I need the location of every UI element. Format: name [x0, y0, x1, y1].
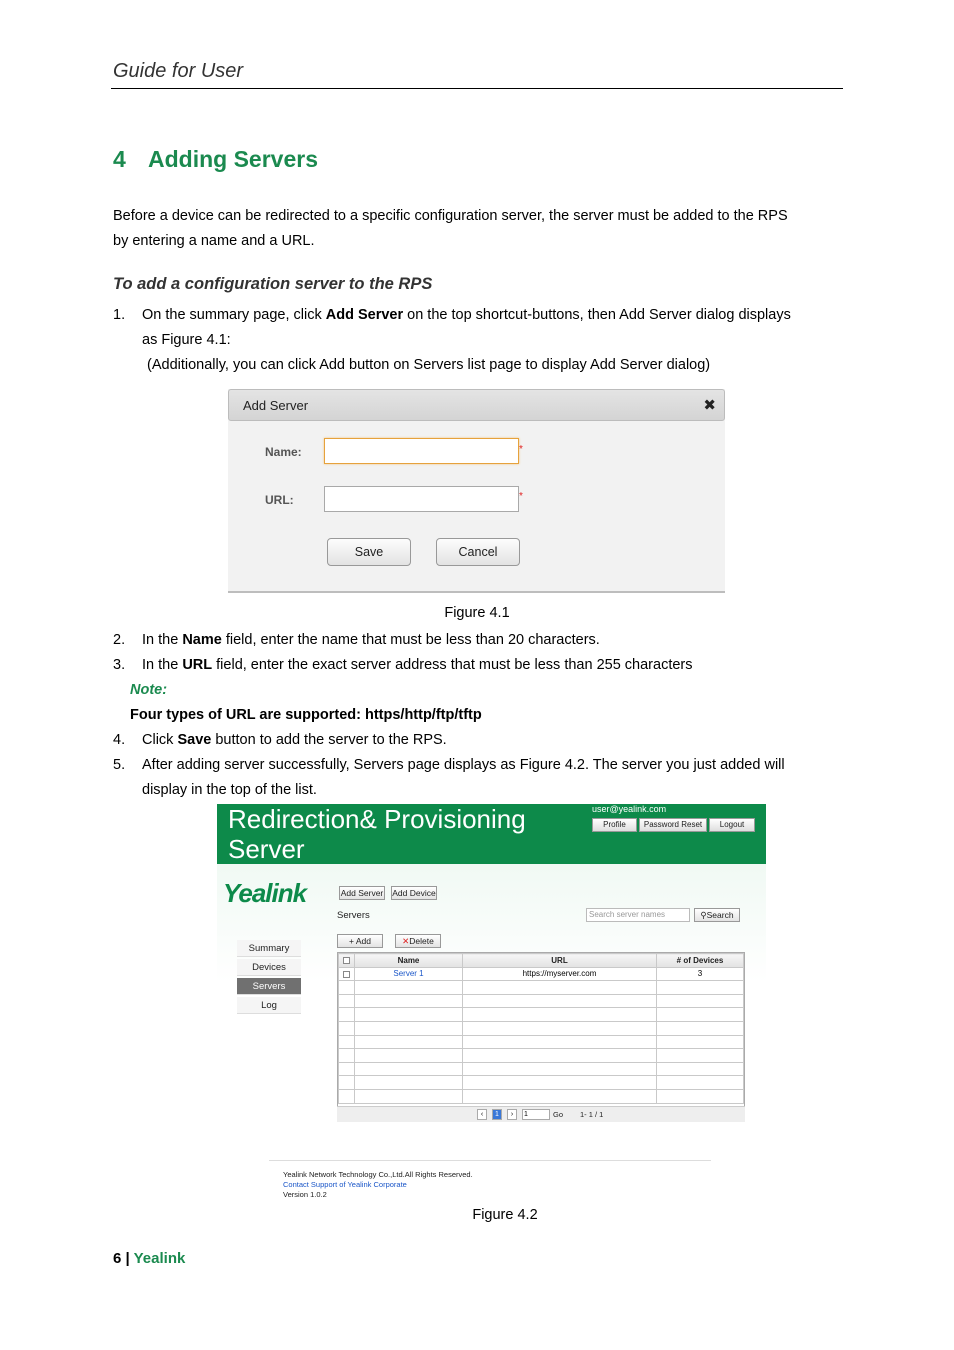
step-bold: Name — [182, 632, 222, 648]
required-mark: * — [519, 444, 523, 455]
footer-brand: Yealink — [133, 1250, 186, 1267]
figure-4-2-caption: Figure 4.2 — [472, 1207, 538, 1223]
nav-item-summary[interactable]: Summary — [237, 940, 301, 957]
intro-line-2: by entering a name and a URL. — [113, 233, 315, 249]
step-text: In the — [142, 632, 183, 648]
step-1 — [113, 303, 838, 378]
step-number: 2. — [113, 632, 126, 648]
prev-page-icon[interactable]: ‹ — [477, 1109, 487, 1120]
chapter-name: Adding Servers — [148, 146, 318, 172]
step-text: After adding server successfully, Servers page displays as Figure 4.2. The server you just added will — [142, 757, 785, 773]
footer-separator: | — [125, 1250, 130, 1267]
server-name-link[interactable]: Server 1 — [355, 967, 463, 981]
page-number: 6 — [113, 1250, 122, 1267]
search-input[interactable]: Search server names — [586, 908, 690, 922]
step-text: Click — [142, 732, 178, 748]
search-button[interactable] — [694, 908, 740, 922]
note-body: Four types of URL are supported: https/http/ftp/tftp — [130, 707, 482, 723]
step-3 — [113, 653, 838, 678]
app-title-line-1: Redirection& Provisioning — [228, 804, 526, 834]
pagination — [337, 1106, 745, 1122]
dialog-title: Add Server — [243, 398, 309, 413]
note-label: Note: — [130, 682, 168, 698]
search-button-label: Search — [706, 910, 734, 920]
step-text: on the top shortcut-buttons, then Add Server dialog displays — [403, 307, 791, 323]
add-button[interactable] — [337, 934, 383, 948]
row-checkbox-cell[interactable] — [339, 967, 355, 981]
table-row — [339, 1049, 744, 1063]
intro-paragraph — [113, 204, 833, 254]
step-line-2: display in the top of the list. — [142, 782, 317, 798]
step-text: field, enter the exact server address that must be less than 255 characters — [212, 657, 693, 673]
step-text: On the summary page, click — [142, 307, 326, 323]
page-footer — [113, 1250, 185, 1267]
step-text: field, enter the name that must be less than 20 characters. — [221, 632, 600, 648]
intro-line-1: Before a device can be redirected to a specific configuration server, the server must be added to the RPS — [113, 208, 788, 224]
required-mark: * — [519, 491, 523, 502]
current-page[interactable]: 1 — [492, 1109, 502, 1120]
column-header-url[interactable]: URL — [463, 954, 657, 968]
logout-button[interactable]: Logout — [709, 818, 755, 832]
cancel-button[interactable]: Cancel — [436, 538, 520, 566]
delete-button-label: Delete — [409, 936, 434, 946]
chapter-title — [113, 146, 318, 173]
table-header-row — [339, 954, 744, 968]
add-server-shortcut-button[interactable]: Add Server — [340, 888, 384, 898]
table-row — [339, 1062, 744, 1076]
nav-item-devices[interactable]: Devices — [237, 959, 301, 976]
table-row — [339, 1021, 744, 1035]
nav-item-log[interactable]: Log — [237, 997, 301, 1014]
step-number: 4. — [113, 732, 126, 748]
column-header-name[interactable]: Name — [355, 954, 463, 968]
delete-button[interactable] — [395, 934, 441, 948]
profile-button[interactable]: Profile — [592, 818, 637, 832]
procedure-heading: To add a configuration server to the RPS — [113, 275, 433, 293]
header-rule — [111, 88, 843, 89]
footer-rule — [269, 1160, 711, 1161]
page-number-input[interactable]: 1 — [522, 1109, 550, 1120]
step-number: 3. — [113, 657, 126, 673]
running-header: Guide for User — [113, 60, 244, 82]
chapter-number: 4 — [113, 146, 126, 172]
checkbox[interactable] — [343, 957, 350, 964]
table-row — [339, 1008, 744, 1022]
column-header-devices[interactable]: # of Devices — [657, 954, 744, 968]
close-icon[interactable]: ✖ — [703, 397, 716, 414]
delete-icon: ✕ — [402, 936, 410, 946]
app-title-line-2: Server — [228, 834, 305, 864]
name-input[interactable] — [324, 438, 519, 464]
app-title — [228, 804, 548, 864]
step-5 — [113, 753, 838, 803]
step-bold: Add Server — [325, 307, 404, 323]
step-bold: URL — [182, 657, 213, 673]
plus-icon: + — [349, 936, 356, 946]
checkbox[interactable] — [343, 971, 350, 978]
add-server-dialog — [228, 389, 725, 593]
version-text: Version 1.0.2 — [283, 1190, 327, 1199]
figure-4-1-caption: Figure 4.1 — [444, 605, 510, 621]
step-4 — [113, 728, 838, 753]
go-button[interactable]: Go — [553, 1110, 564, 1119]
add-button-label: Add — [355, 936, 371, 946]
table-row — [339, 981, 744, 995]
table-row — [339, 1035, 744, 1049]
user-email: user@yealink.com — [592, 804, 667, 814]
servers-page-screenshot — [217, 804, 766, 1200]
step-text: In the — [142, 657, 183, 673]
contact-support-link[interactable]: Contact Support of Yealink Corporate — [283, 1180, 407, 1189]
yealink-logo: Yealink — [223, 878, 307, 908]
url-input[interactable] — [324, 486, 519, 512]
search-icon: ⚲ — [700, 910, 707, 920]
page-range: 1- 1 / 1 — [580, 1110, 604, 1119]
step-bold: Save — [177, 732, 212, 748]
add-device-shortcut-button[interactable]: Add Device — [392, 888, 436, 898]
table-row — [339, 1076, 744, 1090]
step-2 — [113, 628, 838, 653]
table-row — [339, 994, 744, 1008]
next-page-icon[interactable]: › — [507, 1109, 517, 1120]
table-row — [339, 1089, 744, 1103]
server-url: https://myserver.com — [463, 967, 657, 981]
section-label: Servers — [337, 910, 370, 921]
step-number: 5. — [113, 757, 126, 773]
url-label: URL: — [265, 493, 294, 507]
app-header — [217, 804, 766, 864]
copyright-text: Yealink Network Technology Co.,Ltd.All Rights Reserved. — [283, 1170, 473, 1179]
step-line-3: (Additionally, you can click Add button on Servers list page to display Add Server dialog) — [147, 357, 711, 373]
password-reset-button[interactable]: Password Reset — [639, 818, 707, 832]
nav-item-servers[interactable]: Servers — [237, 978, 301, 995]
server-device-count: 3 — [657, 967, 744, 981]
save-button[interactable]: Save — [327, 538, 411, 566]
step-line-2: as Figure 4.1: — [142, 332, 231, 348]
select-all-checkbox[interactable] — [339, 954, 355, 968]
name-label: Name: — [265, 445, 302, 459]
step-number: 1. — [113, 307, 126, 323]
servers-table — [337, 952, 745, 1122]
table-row — [339, 967, 744, 981]
step-text: button to add the server to the RPS. — [211, 732, 447, 748]
dialog-titlebar — [228, 389, 725, 421]
